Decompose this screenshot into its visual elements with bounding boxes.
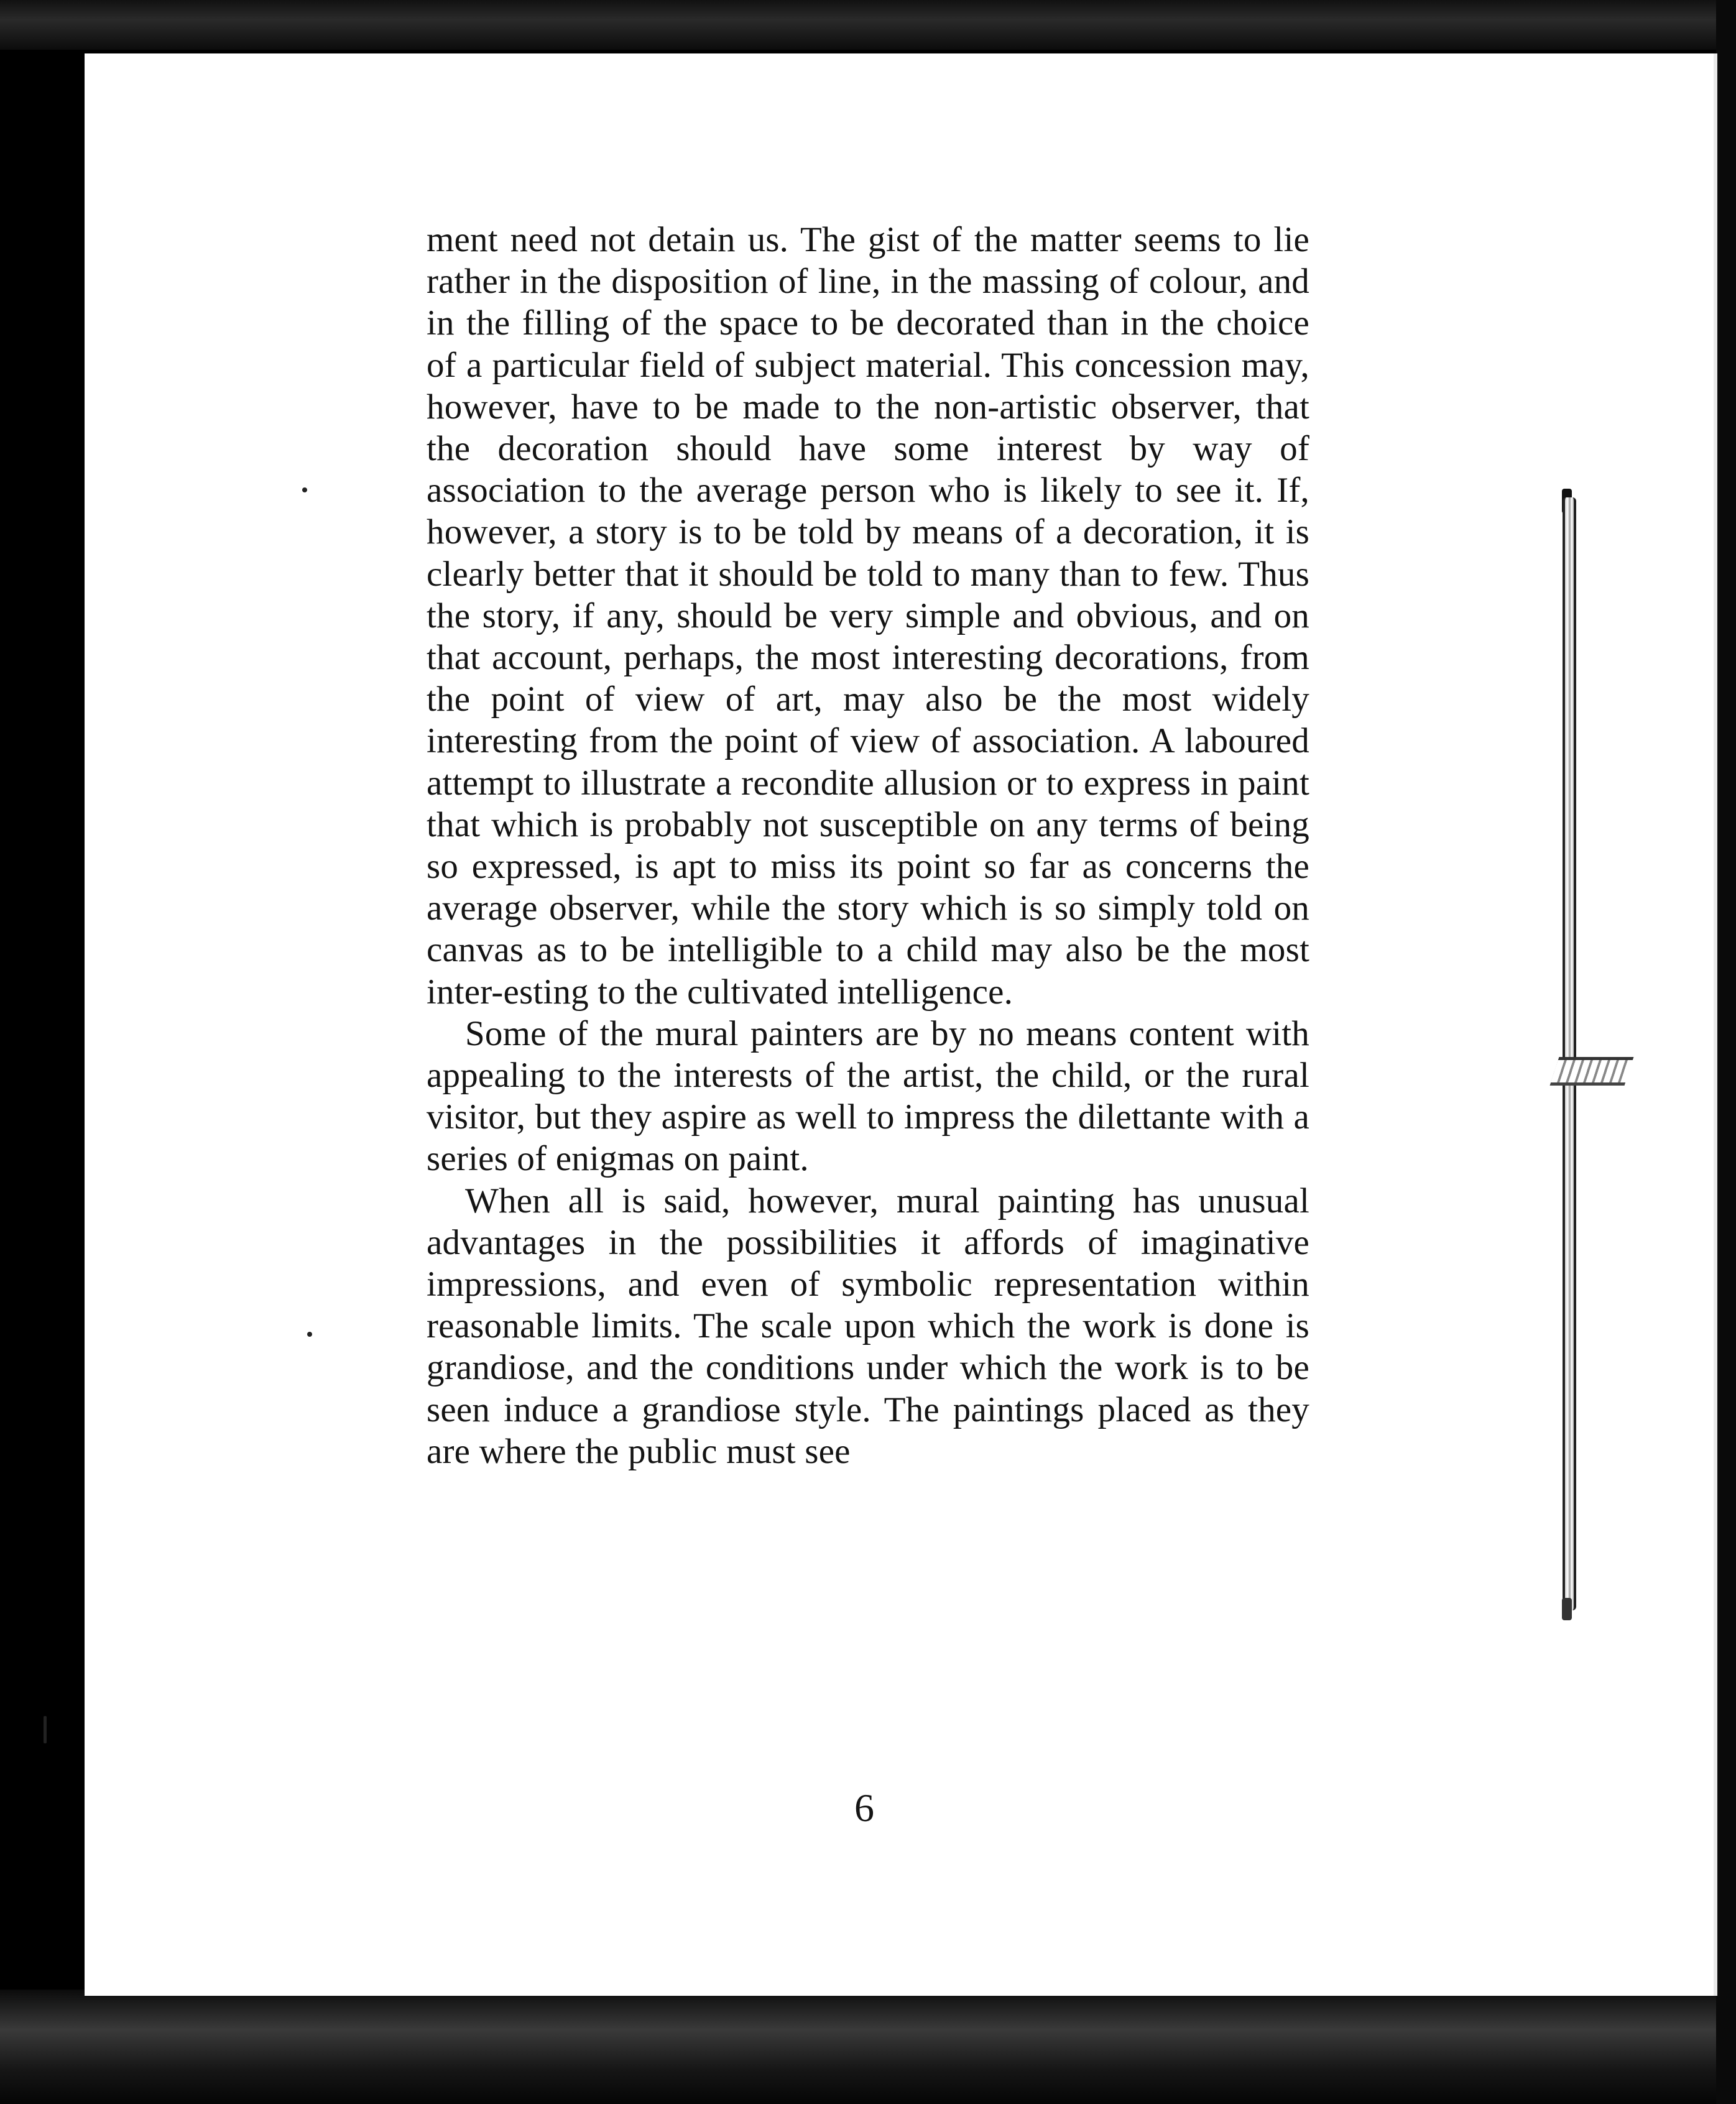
paragraph-3: When all is said, however, mural painting has unusual advantages in the possibilities it affords of imaginative impressions, and even of symbolic representation within reasonable limits. The scale upon which the work is done is grandiose, and the conditions under which the work is to be seen induce a grandiose style. The paintings placed as they are where the public must see — [427, 1181, 1309, 1471]
scan-speck — [44, 1716, 47, 1743]
binding-thread-knot — [1550, 1057, 1634, 1086]
paragraph-1: ment need not detain us. The gist of the matter seems to lie rather in the disposition of line, in the massing of colour, and in the filling of the space to be decorated than in the choice of a particular field of subject material. This concession may, however, have to be made to the non-artistic observer, that the decoration should have some interest by way of association to the average person who is likely to see it. If, however, a story is to be told by means of a decoration, it is clearly better that it should be told to many than to few. Thus the story, if any, should be very simple and obvious, and on that account, perhaps, the most interesting decorations, from the point of view of art, may also be the most widely interesting from the point of view of association. A laboured attempt to illustrate a recondite allusion or to express in paint that which is probably not susceptible on any terms of being so expressed, is apt to miss its point so far as concerns the average observer, while the story which is so simply told on canvas as to be intelligible to a child may also be the most inter-esting to the cultivated intelligence. — [427, 220, 1309, 1012]
scan-right-edge — [1716, 0, 1736, 2104]
scan-bottom-edge — [0, 1990, 1736, 2104]
scan-speck — [307, 1332, 312, 1337]
scan-speck — [302, 487, 307, 492]
body-text — [427, 219, 1309, 1472]
binding-thread — [1563, 497, 1576, 1610]
scan-top-edge — [0, 0, 1736, 50]
page-number: 6 — [854, 1786, 874, 1830]
paragraph-2: Some of the mural painters are by no means content with appealing to the interests of the artist, the child, or the rural visitor, but they aspire as well to impress the dilettante with a series of enigmas on paint. — [427, 1013, 1309, 1179]
binding-thread-bottom-end — [1562, 1598, 1572, 1620]
